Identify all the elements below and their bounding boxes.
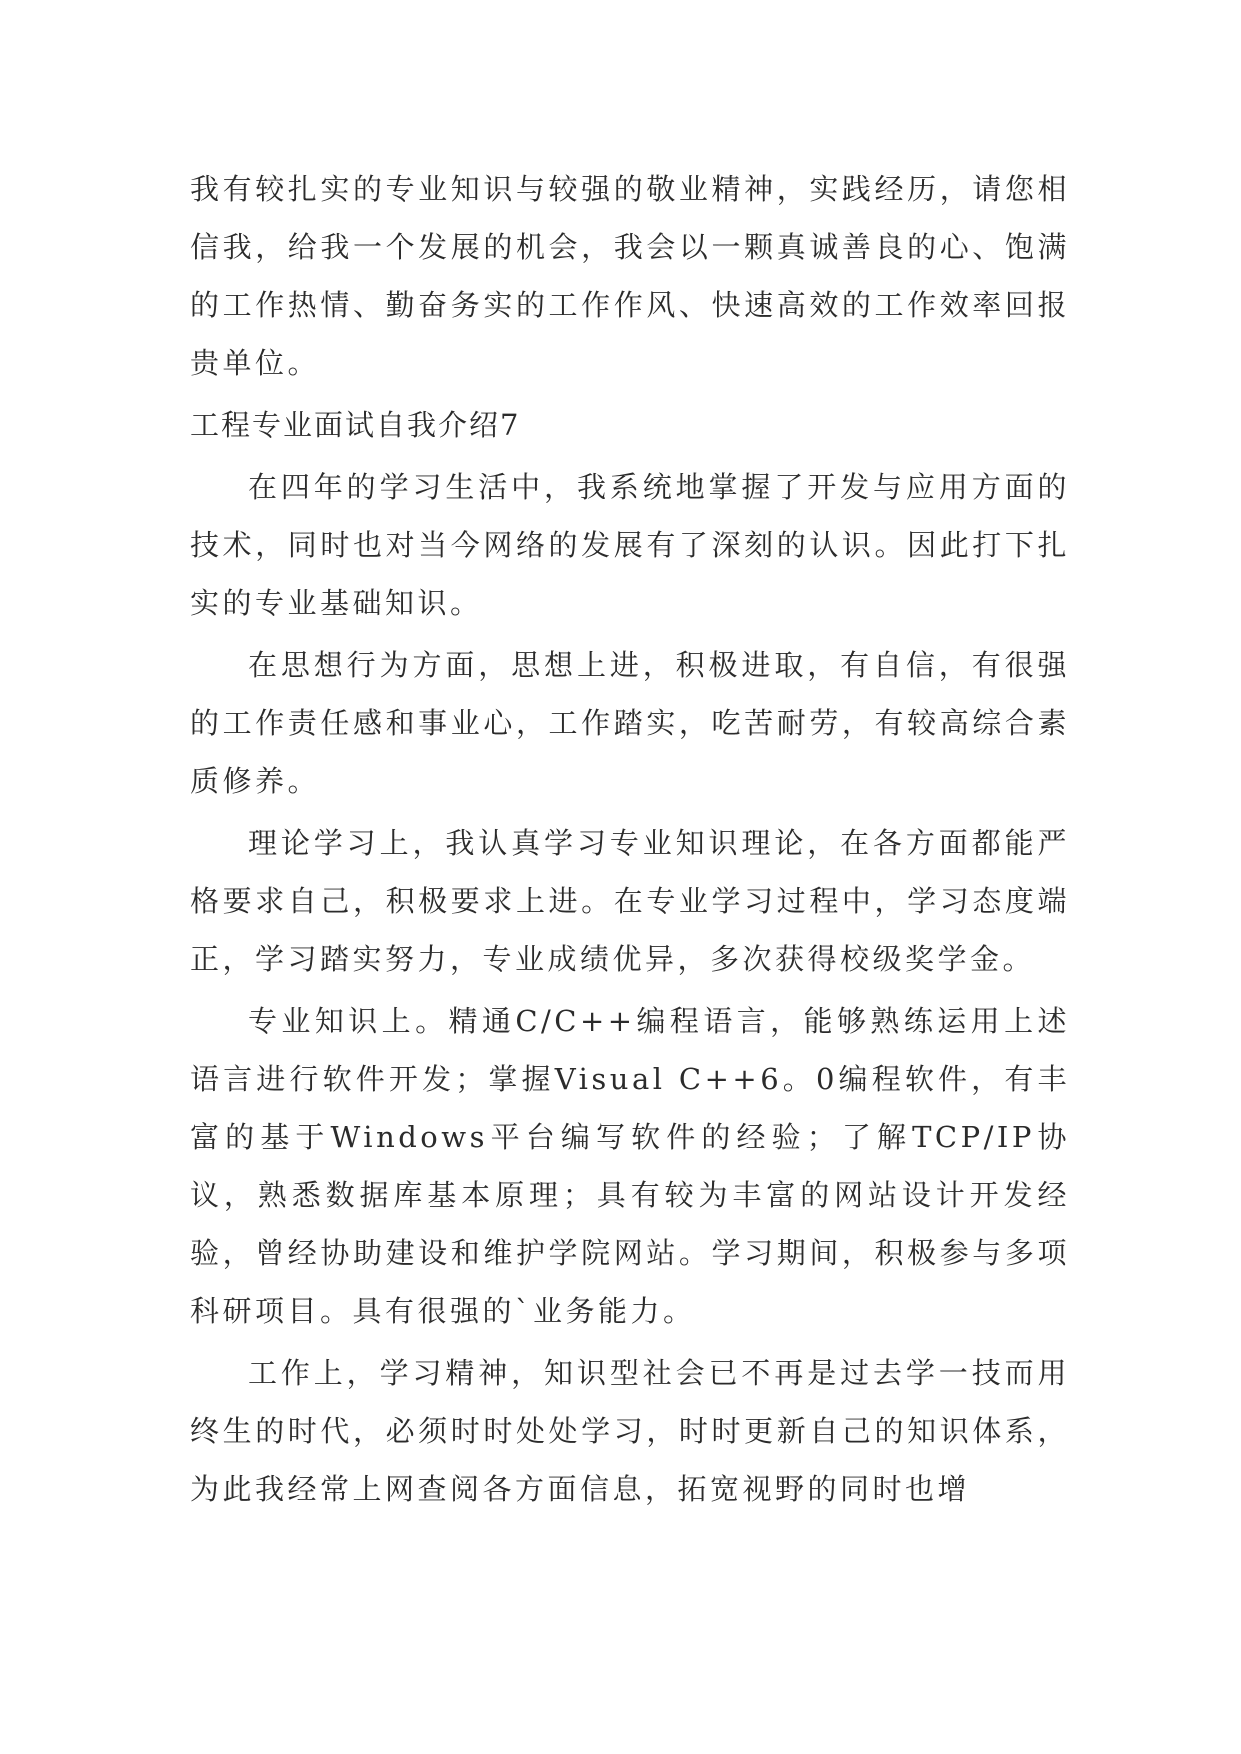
paragraph-closing: 我有较扎实的专业知识与较强的敬业精神，实践经历，请您相信我，给我一个发展的机会，我会以一颗真诚善良的心、饱满的工作热情、勤奋务实的工作作风、快速高效的工作效率回报贵单位。 xyxy=(190,172,1070,380)
paragraph-professional-knowledge: 专业知识上。精通C/C++编程语言，能够熟练运用上述语言进行软件开发；掌握Visual C++6。0编程软件，有丰富的基于Windows平台编写软件的经验；了解TCP/IP协议，熟悉数据库基本原理；具有较为丰富的网站设计开发经验，曾经协助建设和维护学院网站。学习期间，积极参与多项科研项目。具有很强的`业务能力。 xyxy=(190,1004,1070,1328)
paragraph-theory-study: 理论学习上，我认真学习专业知识理论，在各方面都能严格要求自己，积极要求上进。在专业学习过程中，学习态度端正，学习踏实努力，专业成绩优异，多次获得校级奖学金。 xyxy=(190,826,1070,976)
section-heading: 工程专业面试自我介绍7 xyxy=(190,408,521,442)
document-body xyxy=(190,160,1070,1522)
paragraph-work: 工作上，学习精神，知识型社会已不再是过去学一技而用终生的时代，必须时时处处学习，时时更新自己的知识体系，为此我经常上网查阅各方面信息，拓宽视野的同时也增 xyxy=(190,1356,1070,1506)
paragraph-study-life: 在四年的学习生活中，我系统地掌握了开发与应用方面的技术，同时也对当今网络的发展有了深刻的认识。因此打下扎实的专业基础知识。 xyxy=(190,470,1070,620)
paragraph-thought-behavior: 在思想行为方面，思想上进，积极进取，有自信，有很强的工作责任感和事业心，工作踏实，吃苦耐劳，有较高综合素质修养。 xyxy=(190,648,1070,798)
